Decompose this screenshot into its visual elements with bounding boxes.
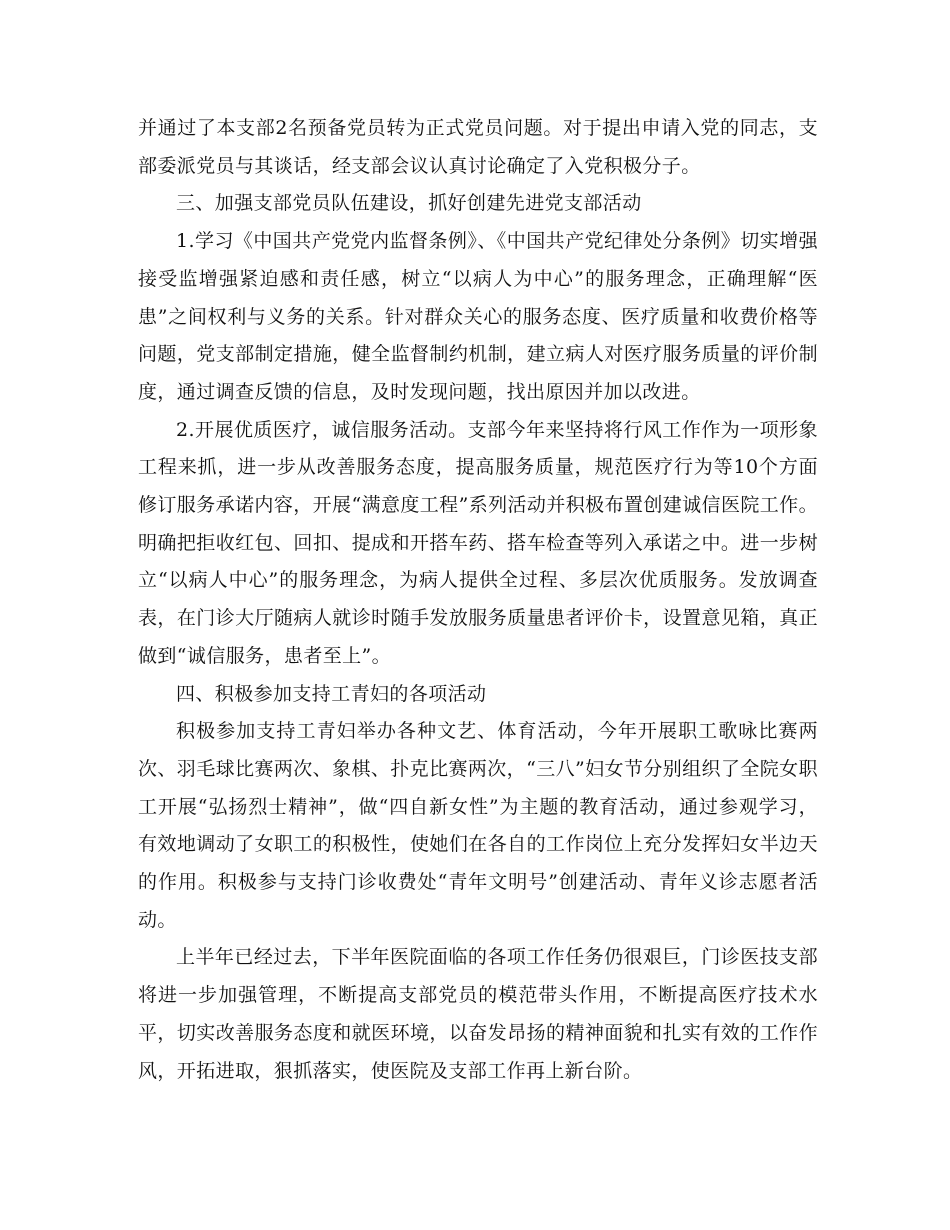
paragraph-conclusion: 上半年已经过去，下半年医院面临的各项工作任务仍很艰巨，门诊医技支部将进一步加强管理，不断提高支部党员的模范带头作用，不断提高医疗技术水平，切实改善服务态度和就医环境，以奋发昂扬的精神面貌和扎实有效的工作作风，开拓进取，狠抓落实，使医院及支部工作再上新台阶。 xyxy=(138,946,818,1082)
paragraph-quality-service: 2.开展优质医疗，诚信服务活动。支部今年来坚持将行风工作作为一项形象工程来抓，进一步从改善服务态度，提高服务质量，规范医疗行为等10个方面修订服务承诺内容，开展“满意度工程”系列活动并积极布置创建诚信医院工作。明确把拒收红包、回扣、提成和开搭车药、搭车检查等列入承诺之中。进一步树立“以病人中心”的服务理念，为病人提供全过程、多层次优质服务。发放调查表，在门诊大厅随病人就诊时随手发放服务质量患者评价卡，设置意见箱，真正做到“诚信服务，患者至上”。 xyxy=(138,418,818,667)
paragraph-union-activities: 积极参加支持工青妇举办各种文艺、体育活动，今年开展职工歌咏比赛两次、羽毛球比赛两次、象棋、扑克比赛两次，“三八”妇女节分别组织了全院女职工开展“弘扬烈士精神”，做“四自新女性”为主题的教育活动，通过参观学习，有效地调动了女职工的积极性，使她们在各自的工作岗位上充分发挥妇女半边天的作用。积极参与支持门诊收费处“青年文明号”创建活动、青年义诊志愿者活动。 xyxy=(138,720,818,931)
section-heading-four: 四、积极参加支持工青妇的各项活动 xyxy=(176,682,487,705)
section-heading-three: 三、加强支部党员队伍建设，抓好创建先进党支部活动 xyxy=(176,192,642,215)
document-body xyxy=(138,110,818,1090)
paragraph-continuation: 并通过了本支部2名预备党员转为正式党员问题。对于提出申请入党的同志，支部委派党员与其谈话，经支部会议认真讨论确定了入党积极分子。 xyxy=(138,117,818,177)
paragraph-supervision-study: 1.学习《中国共产党党内监督条例》、《中国共产党纪律处分条例》切实增强接受监增强紧迫感和责任感，树立“以病人为中心”的服务理念，正确理解“医患”之间权利与义务的关系。针对群众关心的服务态度、医疗质量和收费价格等问题，党支部制定措施，健全监督制约机制，建立病人对医疗服务质量的评价制度，通过调查反馈的信息，及时发现问题，找出原因并加以改进。 xyxy=(138,230,818,403)
